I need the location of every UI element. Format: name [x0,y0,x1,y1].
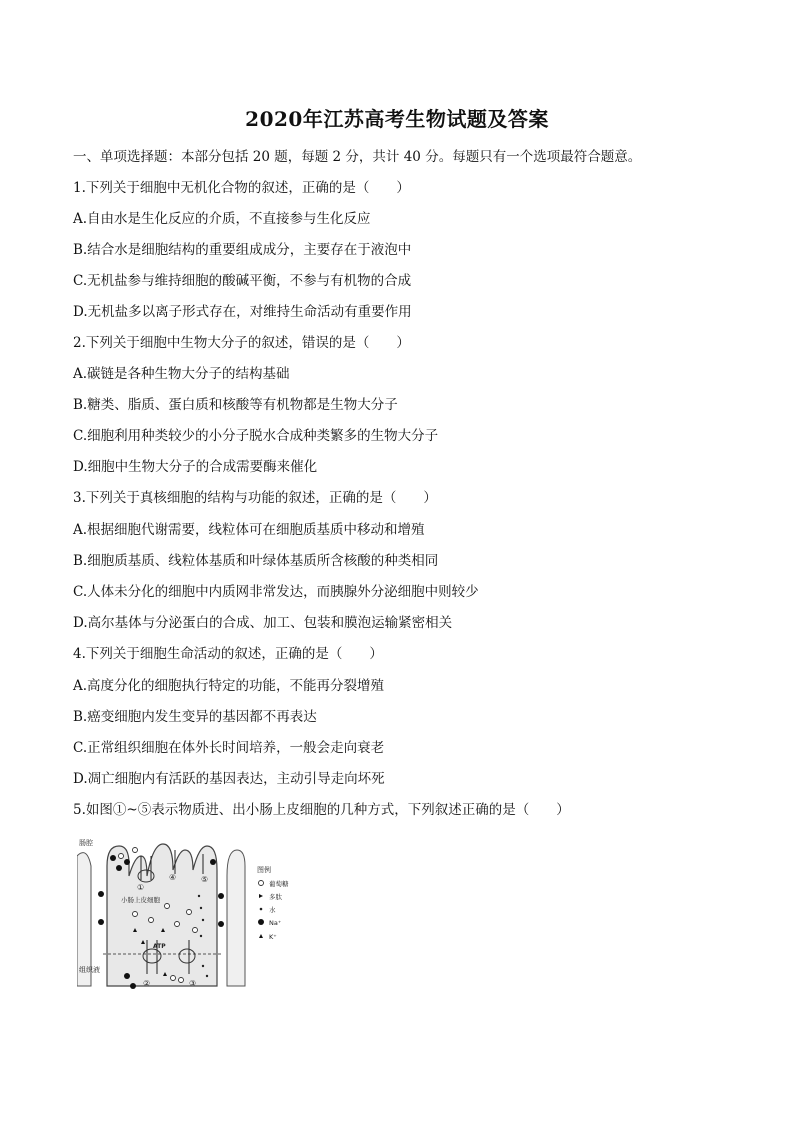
legend-na-label: Na⁺ [269,919,282,927]
question-4-option-c: C.正常组织细胞在体外长时间培养，一般会走向衰老 [73,740,385,756]
marker-1: ① [137,883,145,892]
question-4-option-d: D.凋亡细胞内有活跃的基因表达，主动引导走向坏死 [73,771,385,787]
marker-4: ④ [169,873,177,882]
question-3-option-c: C.人体未分化的细胞中内质网非常发达，而胰腺外分泌细胞中则较少 [73,584,479,600]
transport-figure [77,836,307,996]
legend-water-symbol [260,908,263,911]
atp-label: ATP [153,943,166,950]
legend-glucose-symbol [259,881,264,886]
legend-glucose-label: 葡萄糖 [269,880,289,888]
marker-5: ⑤ [201,875,209,884]
question-3-option-a: A.根据细胞代谢需要，线粒体可在细胞质基质中移动和增殖 [73,522,425,538]
legend-water-label: 水 [269,906,276,914]
legend-peptide-label: 多肽 [269,893,282,901]
section-heading: 一、单项选择题：本部分包括 20 题，每题 2 分，共计 40 分。每题只有一个选项最符合题意。 [73,149,642,165]
question-4-stem: 4.下列关于细胞生命活动的叙述，正确的是（ ） [73,646,383,662]
legend-na-symbol [258,919,264,925]
question-2-option-a: A.碳链是各种生物大分子的结构基础 [73,366,290,382]
question-2-option-b: B.糖类、脂质、蛋白质和核酸等有机物都是生物大分子 [73,397,398,413]
epithelial-cell-shape [107,844,217,986]
question-4-option-b: B.癌变细胞内发生变异的基因都不再表达 [73,709,317,725]
page-title: 2020年江苏高考生物试题及答案 [245,107,549,131]
question-2-option-d: D.细胞中生物大分子的合成需要酶来催化 [73,459,318,475]
tissue-fluid-label: 组织液 [79,966,100,974]
question-1-option-b: B.结合水是细胞结构的重要组成成分，主要存在于液泡中 [73,242,412,258]
marker-3: ③ [189,979,197,988]
question-3-option-d: D.高尔基体与分泌蛋白的合成、加工、包装和膜泡运输紧密相关 [73,615,453,631]
question-1-option-a: A.自由水是生化反应的介质，不直接参与生化反应 [73,211,371,227]
question-4-option-a: A.高度分化的细胞执行特定的功能，不能再分裂增殖 [73,678,385,694]
transport-diagram [77,836,307,996]
question-3-stem: 3.下列关于真核细胞的结构与功能的叙述，正确的是（ ） [73,490,437,506]
question-1-stem: 1.下列关于细胞中无机化合物的叙述，正确的是（ ） [73,180,410,196]
legend-title: 图例 [257,866,271,874]
question-1-option-c: C.无机盐参与维持细胞的酸碱平衡，不参与有机物的合成 [73,273,412,289]
lumen-label: 肠腔 [79,839,93,847]
question-2-option-c: C.细胞利用种类较少的小分子脱水合成种类繁多的生物大分子 [73,428,439,444]
question-3-option-b: B.细胞质基质、线粒体基质和叶绿体基质所含核酸的种类相同 [73,553,439,569]
question-1-option-d: D.无机盐多以离子形式存在，对维持生命活动有重要作用 [73,304,412,320]
question-2-stem: 2.下列关于细胞中生物大分子的叙述，错误的是（ ） [73,335,410,351]
cell-label: 小肠上皮细胞 [121,896,160,904]
marker-2: ② [143,979,151,988]
legend-k-label: K⁺ [269,933,277,941]
question-5-stem: 5.如图①~⑤表示物质进、出小肠上皮细胞的几种方式，下列叙述正确的是（ ） [73,802,570,818]
